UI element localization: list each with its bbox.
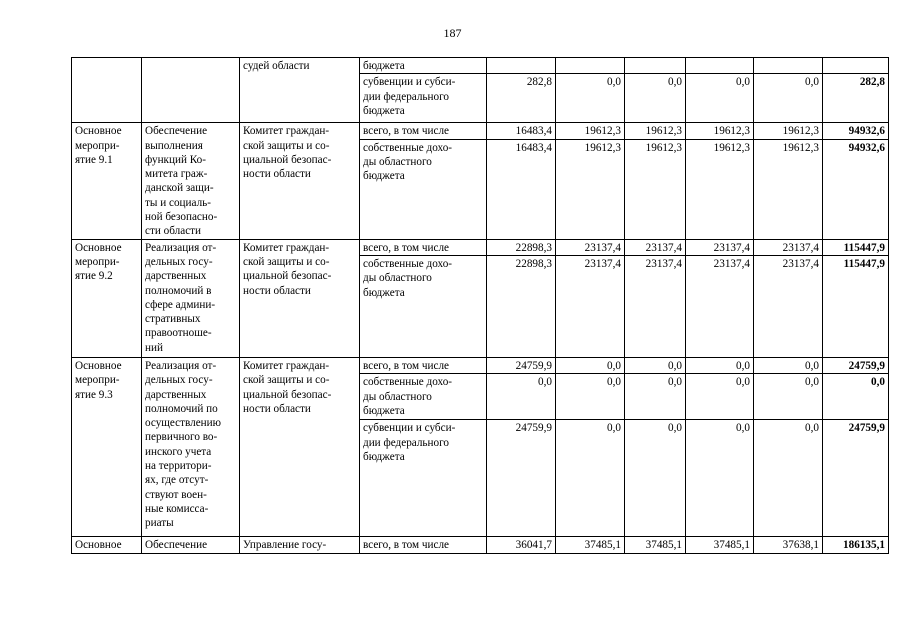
value-cell: 0,0 xyxy=(625,357,686,373)
value-cell: 16483,4 xyxy=(487,123,556,139)
source-cell: всего, в том числе xyxy=(360,123,487,139)
value-cell: 37485,1 xyxy=(686,537,754,554)
executor-cell: Комитет граждан- ской защиты и со- циальной безопас- ности области xyxy=(240,239,360,357)
value-cell: 22898,3 xyxy=(487,239,556,255)
value-cell: 22898,3 xyxy=(487,255,556,357)
value-cell: 0,0 xyxy=(556,74,625,123)
value-cell: 19612,3 xyxy=(625,123,686,139)
value-cell: 0,0 xyxy=(754,420,823,537)
total-cell: 282,8 xyxy=(823,74,889,123)
value-cell: 24759,9 xyxy=(487,420,556,537)
source-cell: всего, в том числе xyxy=(360,537,487,554)
total-cell: 115447,9 xyxy=(823,255,889,357)
value-cell: 23137,4 xyxy=(625,255,686,357)
total-cell: 186135,1 xyxy=(823,537,889,554)
measure-cell xyxy=(72,58,142,123)
executor-cell: Управление госу- xyxy=(240,537,360,554)
source-cell: собственные дохо- ды областного бюджета xyxy=(360,139,487,239)
measure-cell: Основное меропри- ятие 9.2 xyxy=(72,239,142,357)
table-row xyxy=(72,58,889,74)
name-cell: Реализация от- дельных госу- дарственных полномочий по осуществлению первичного во- инского учета на территори- ях, где отсут- ствуют воен- ные комисса- риаты xyxy=(142,357,240,536)
measure-cell: Основное меропри- ятие 9.3 xyxy=(72,357,142,536)
source-cell: собственные дохо- ды областного бюджета xyxy=(360,255,487,357)
source-cell: собственные дохо- ды областного бюджета xyxy=(360,374,487,420)
value-cell: 0,0 xyxy=(686,374,754,420)
total-cell: 24759,9 xyxy=(823,357,889,373)
value-cell: 23137,4 xyxy=(625,239,686,255)
value-cell: 23137,4 xyxy=(686,239,754,255)
value-cell: 19612,3 xyxy=(754,139,823,239)
value-cell: 23137,4 xyxy=(556,239,625,255)
measure-cell: Основное xyxy=(72,537,142,554)
table-row xyxy=(72,357,889,373)
budget-table xyxy=(71,57,889,554)
value-cell: 37485,1 xyxy=(625,537,686,554)
value-cell: 0,0 xyxy=(556,420,625,537)
name-cell: Обеспечение xyxy=(142,537,240,554)
executor-cell: Комитет граждан- ской защиты и со- циальной безопас- ности области xyxy=(240,123,360,239)
source-cell: субвенции и субси- дии федерального бюджета xyxy=(360,420,487,537)
value-cell: 0,0 xyxy=(686,74,754,123)
value-cell: 24759,9 xyxy=(487,357,556,373)
total-cell: 94932,6 xyxy=(823,123,889,139)
total-cell: 24759,9 xyxy=(823,420,889,537)
value-cell: 0,0 xyxy=(556,374,625,420)
source-cell: всего, в том числе xyxy=(360,239,487,255)
value-cell: 19612,3 xyxy=(556,123,625,139)
source-cell: субвенции и субси- дии федерального бюджета xyxy=(360,74,487,123)
name-cell: Реализация от- дельных госу- дарственных полномочий в сфере админи- стративных правоотноше- ний xyxy=(142,239,240,357)
value-cell: 282,8 xyxy=(487,74,556,123)
value-cell: 0,0 xyxy=(754,374,823,420)
name-cell: Обеспечение выполнения функций Ко- митета граж- данской защи- ты и социаль- ной безопасно- сти области xyxy=(142,123,240,239)
value-cell: 16483,4 xyxy=(487,139,556,239)
page-number: 187 xyxy=(443,26,462,40)
value-cell: 0,0 xyxy=(754,357,823,373)
value-cell: 19612,3 xyxy=(754,123,823,139)
value-cell: 19612,3 xyxy=(625,139,686,239)
table-row xyxy=(72,123,889,139)
value-cell: 0,0 xyxy=(625,74,686,123)
value-cell: 0,0 xyxy=(686,357,754,373)
value-cell: 23137,4 xyxy=(556,255,625,357)
total-cell: 115447,9 xyxy=(823,239,889,255)
value-cell: 0,0 xyxy=(686,420,754,537)
value-cell: 36041,7 xyxy=(487,537,556,554)
value-cell: 23137,4 xyxy=(754,239,823,255)
value-cell: 19612,3 xyxy=(686,123,754,139)
total-cell: 0,0 xyxy=(823,374,889,420)
value-cell: 37485,1 xyxy=(556,537,625,554)
value-cell: 0,0 xyxy=(625,374,686,420)
table-row xyxy=(72,239,889,255)
value-cell: 0,0 xyxy=(625,420,686,537)
value-cell: 0,0 xyxy=(754,74,823,123)
value-cell: 0,0 xyxy=(487,374,556,420)
table-row xyxy=(72,537,889,554)
executor-cell: судей области xyxy=(240,58,360,123)
value-cell: 23137,4 xyxy=(686,255,754,357)
executor-cell: Комитет граждан- ской защиты и со- циальной безопас- ности области xyxy=(240,357,360,536)
measure-cell: Основное меропри- ятие 9.1 xyxy=(72,123,142,239)
value-cell: 19612,3 xyxy=(556,139,625,239)
value-cell: 23137,4 xyxy=(754,255,823,357)
source-cell: всего, в том числе xyxy=(360,357,487,373)
name-cell xyxy=(142,58,240,123)
value-cell: 19612,3 xyxy=(686,139,754,239)
total-cell: 94932,6 xyxy=(823,139,889,239)
value-cell: 0,0 xyxy=(556,357,625,373)
source-cell: бюджета xyxy=(360,58,487,74)
value-cell: 37638,1 xyxy=(754,537,823,554)
